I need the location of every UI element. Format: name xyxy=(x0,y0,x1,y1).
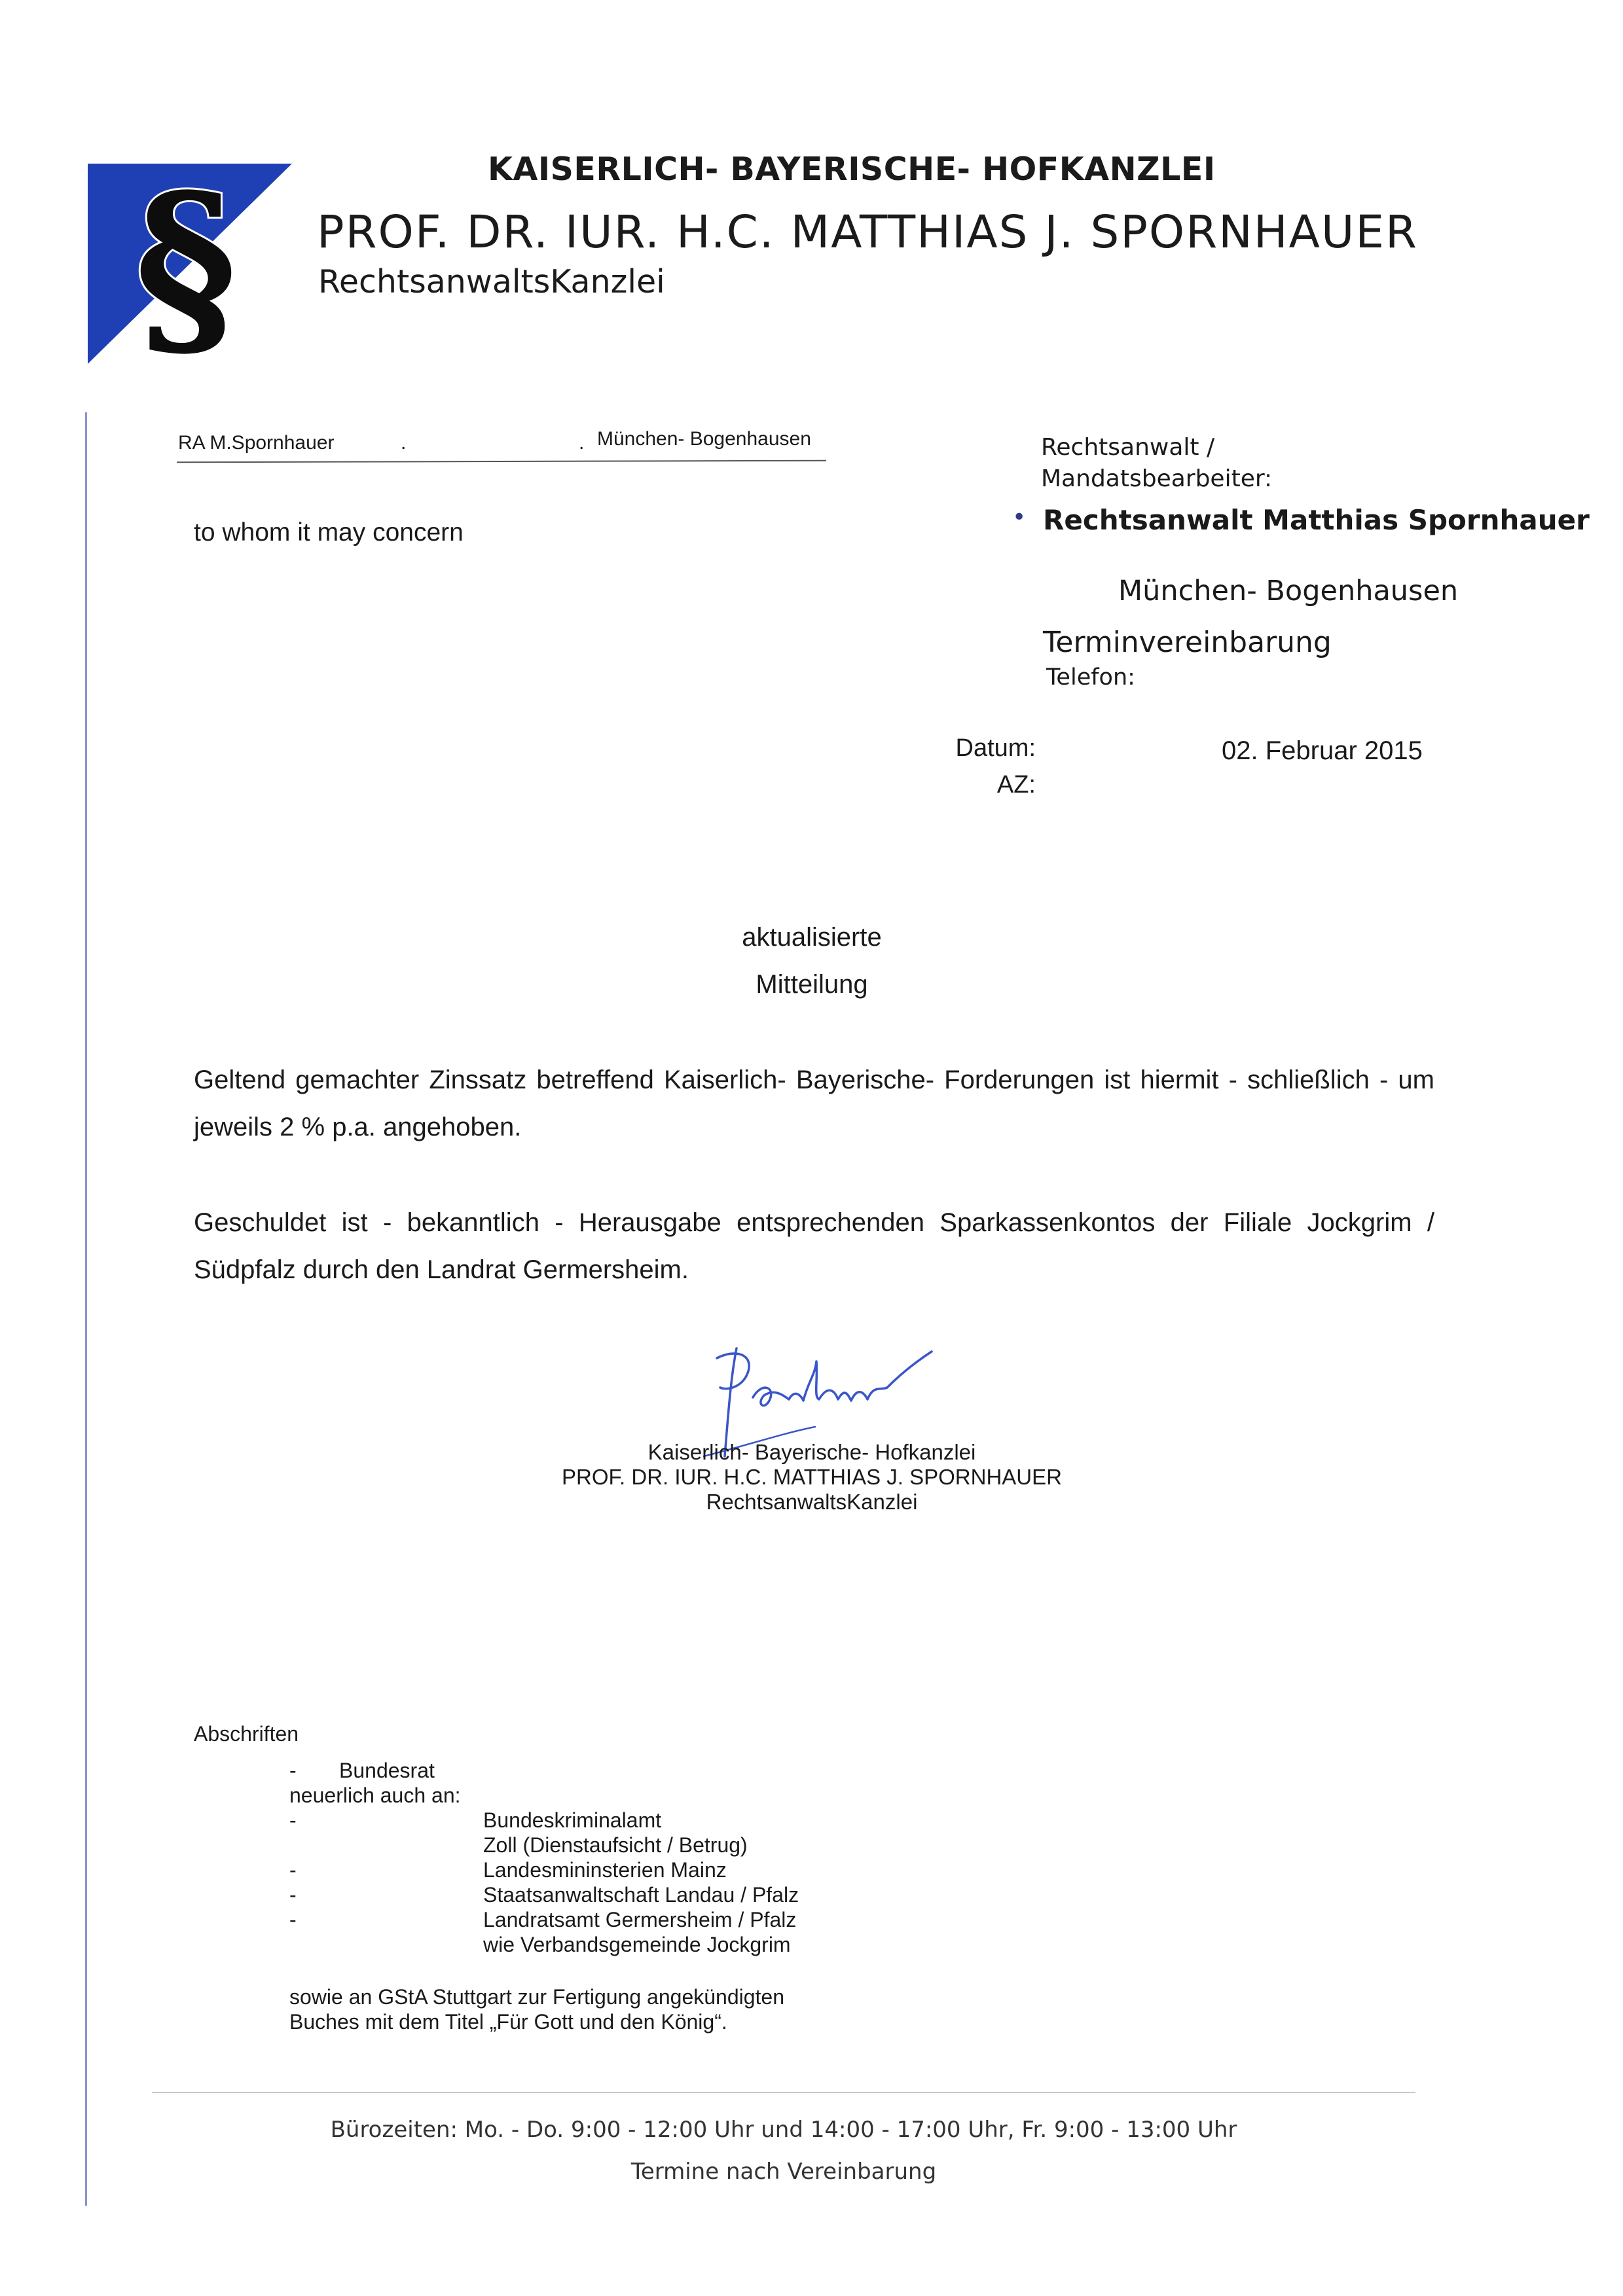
reference-label: AZ: xyxy=(996,771,1036,798)
list-dash: - xyxy=(289,1883,297,1907)
footer-divider xyxy=(152,2092,1415,2093)
copies-closing-line: sowie an GStA Stuttgart zur Fertigung angekündigten xyxy=(289,1985,785,2009)
sender-separator: . xyxy=(579,432,585,454)
paragraph-symbol-icon: § xyxy=(134,164,238,364)
contact-phone-label: Telefon: xyxy=(1046,664,1135,691)
date-label: Datum: xyxy=(955,734,1036,762)
contact-label-line: Rechtsanwalt / xyxy=(1041,434,1215,461)
letterhead-name: PROF. DR. IUR. H.C. MATTHIAS J. SPORNHAUER xyxy=(317,206,1418,259)
subject-line: aktualisierte xyxy=(742,923,882,952)
list-dash: - xyxy=(289,1808,297,1832)
list-dash: - xyxy=(289,1858,297,1882)
date-value: 02. Februar 2015 xyxy=(1222,736,1423,765)
contact-location: München- Bogenhausen xyxy=(1118,575,1459,607)
subject-line: Mitteilung xyxy=(756,970,868,999)
recipient: to whom it may concern xyxy=(194,518,464,547)
date-reference-labels xyxy=(917,730,1036,803)
copies-heading: Abschriften xyxy=(194,1722,299,1746)
copies-list-item: Landesmininsterien Mainz xyxy=(483,1858,727,1882)
copies-list-item: Zoll (Dienstaufsicht / Betrug) xyxy=(483,1833,748,1857)
left-margin-rule xyxy=(85,412,87,2206)
signature-firm: Kaiserlich- Bayerische- Hofkanzlei xyxy=(647,1440,976,1464)
bullet-icon: • xyxy=(1012,504,1027,531)
copies-first-recipient: Bundesrat xyxy=(339,1759,435,1782)
copies-list-item: Bundeskriminalamt xyxy=(483,1808,662,1832)
footer-appointments: Termine nach Vereinbarung xyxy=(630,2159,937,2185)
copies-closing-line: Buches mit dem Titel „Für Gott und den König“. xyxy=(289,2010,727,2034)
footer-office-hours: Bürozeiten: Mo. - Do. 9:00 - 12:00 Uhr und 14:00 - 17:00 Uhr, Fr. 9:00 - 13:00 Uhr xyxy=(330,2117,1237,2143)
list-dash: - xyxy=(289,1908,297,1931)
contact-appointment: Terminvereinbarung xyxy=(1043,626,1332,659)
copies-list-item: Staatsanwaltschaft Landau / Pfalz xyxy=(483,1883,799,1907)
law-firm-logo xyxy=(88,164,292,364)
copies-closing xyxy=(289,1984,879,2034)
signature-name: PROF. DR. IUR. H.C. MATTHIAS J. SPORNHAUER xyxy=(562,1465,1062,1489)
sender-name: RA M.Spornhauer xyxy=(178,432,335,454)
body-paragraph: Geschuldet ist - bekanntlich - Herausgabe entsprechenden Sparkassenkontos der Filiale Jockgrim / Südpfalz durch den Landrat Germersheim. xyxy=(194,1208,1434,1284)
copies-list-item: Landratsamt Germersheim / Pfalz xyxy=(483,1908,797,1931)
list-dash: - xyxy=(289,1759,297,1782)
sender-place: München- Bogenhausen xyxy=(597,428,811,450)
contact-label xyxy=(1041,432,1272,495)
letterhead-title: KAISERLICH- BAYERISCHE- HOFKANZLEI xyxy=(488,151,1216,188)
body-paragraph: Geltend gemachter Zinssatz betreffend Kaiserlich- Bayerische- Forderungen ist hiermit - schließlich - um jeweils 2 % p.a. angehoben. xyxy=(194,1066,1434,1141)
copies-list-item: wie Verbandsgemeinde Jockgrim xyxy=(483,1933,791,1956)
sender-underline xyxy=(177,460,826,463)
contact-label-line: Mandatsbearbeiter: xyxy=(1041,465,1273,492)
sender-separator: . xyxy=(401,432,407,454)
contact-lawyer: Rechtsanwalt Matthias Spornhauer xyxy=(1043,504,1590,536)
signature-subtitle: RechtsanwaltsKanzlei xyxy=(706,1490,918,1514)
copies-intro: neuerlich auch an: xyxy=(289,1784,461,1807)
letterhead-subtitle: RechtsanwaltsKanzlei xyxy=(318,263,665,300)
